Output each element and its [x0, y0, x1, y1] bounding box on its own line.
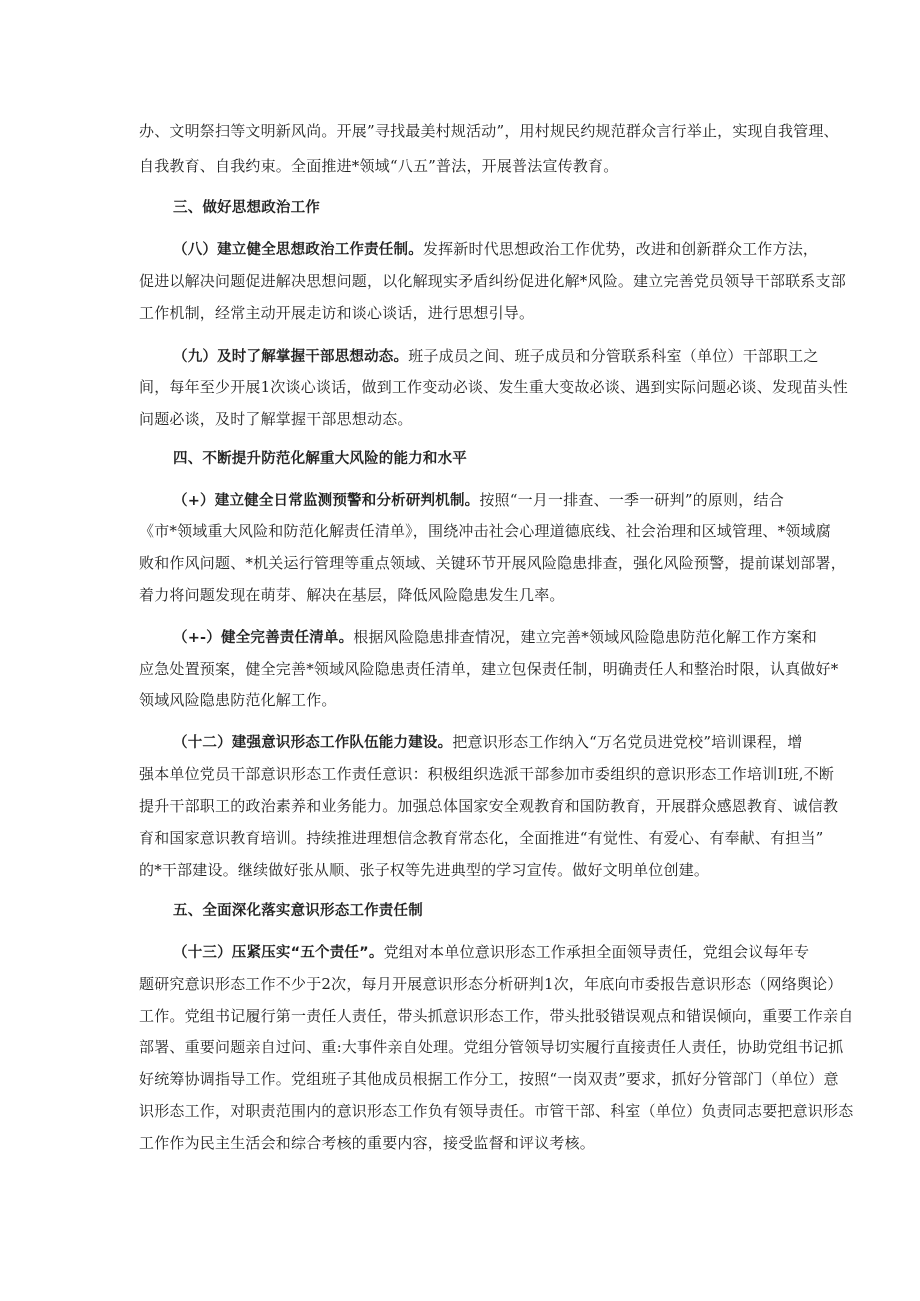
paragraph-line: 工作机制，经常主动开展走访和谈心谈话，进行思想引导。: [139, 304, 535, 322]
paragraph-line: （十三）压紧压实“五个责任”。党组对本单位意识形态工作承担全面领导责任，党组会议每年专: [173, 943, 810, 961]
item-title: （+-）健全完善责任清单。: [173, 630, 354, 646]
paragraph-line: 强本单位党员干部意识形态工作责任意识：积极组织选派干部参加市委组织的意识形态工作培训I班,不断: [139, 765, 835, 783]
paragraph-line: （九）及时了解掌握干部思想动态。班子成员之间、班子成员和分管联系科室（单位）干部职工之: [173, 347, 819, 365]
paragraph-line: 问题必谈，及时了解掌握干部思想动态。: [139, 410, 413, 428]
paragraph-line: 的*干部建设。继续做好张从顺、张子权等先进典型的学习宣传。做好文明单位创建。: [139, 861, 710, 879]
paragraph-line: （+）建立健全日常监测预警和分析研判机制。按照“一月一排查、一季一研判”的原则，结合: [173, 491, 784, 509]
section-heading-five: 五、全面深化落实意识形态工作责任制: [173, 903, 423, 919]
paragraph-line: 好统筹协调指导工作。党组班子其他成员根据工作分工，按照“一岗双责”要求，抓好分管部门（单位）意: [139, 1070, 839, 1088]
paragraph-line: 提升干部职工的政治素养和业务能力。加强总体国家安全观教育和国防教育，开展群众感恩教育、诚信教: [139, 797, 839, 815]
item-title: （十三）压紧压实“五个责任”。: [173, 945, 384, 961]
paragraph-line: 识形态工作，对职责范围内的意识形态工作负有领导责任。市管干部、科室（单位）负责同志要把意识形态: [139, 1102, 854, 1120]
item-title: （+）建立健全日常监测预警和分析研判机制。: [173, 493, 480, 509]
item-title: （十二）建强意识形态工作队伍能力建设。: [173, 735, 453, 751]
paragraph-line: 题研究意识形态工作不少于2次，每月开展意识形态分析研判1次，年底向市委报告意识形态（网络舆论）: [139, 975, 843, 993]
paragraph-line: （十二）建强意识形态工作队伍能力建设。把意识形态工作纳入“万名党员进党校”培训课程，增: [173, 733, 803, 751]
item-title: （九）及时了解掌握干部思想动态。: [173, 349, 409, 365]
paragraph-line: 育和国家意识教育培训。持续推进理想信念教育常态化，全面推进“有觉性、有爱心、有奉献、有担当”: [139, 829, 824, 847]
paragraph-line: 应急处置预案，健全完善*领域风险隐患责任清单，建立包保责任制，明确责任人和整治时限，认真做好*: [139, 660, 839, 678]
paragraph-line: 《市*领域重大风险和防范化解责任清单》，围绕冲击社会心理道德底线、社会治理和区域管理、*领域腐: [139, 522, 831, 540]
paragraph-line: 自我教育、自我约束。全面推进*领域“八五”普法，开展普法宣传教育。: [139, 157, 619, 175]
paragraph-line: 部署、重要问题亲自过问、重:大事件亲自处理。党组分管领导切实履行直接责任人责任，协助党组书记抓: [139, 1038, 844, 1056]
paragraph-line: 促进以解决问题促进解决思想问题，以化解现实矛盾纠纷促进化解*风险。建立完善党员领导干部联系支部: [139, 272, 846, 290]
item-title: （八）建立健全思想政治工作责任制。: [173, 242, 423, 258]
paragraph-line: 领域风险隐患防范化解工作。: [139, 691, 337, 709]
paragraph-line: 工作作为民主生活会和综合考核的重要内容，接受监督和评议考核。: [139, 1134, 596, 1152]
paragraph-line: 败和作风问题、*机关运行管理等重点领域、关键环节开展风险隐患排查，强化风险预警，提前谋划部署，: [139, 554, 846, 572]
paragraph-line: （八）建立健全思想政治工作责任制。发挥新时代思想政治工作优势，改进和创新群众工作方法，: [173, 240, 819, 258]
paragraph-line: （+-）健全完善责任清单。根据风险隐患排查情况，建立完善*领域风险隐患防范化解工作方案和: [173, 628, 817, 646]
paragraph-line: 工作。党组书记履行第一责任人责任，带头抓意识形态工作，带头批驳错误观点和错误倾向，重要工作亲自: [139, 1007, 854, 1025]
section-heading-three: 三、做好思想政治工作: [173, 200, 320, 216]
paragraph-line: 办、文明祭扫等文明新风尚。开展”寻找最美村规活动”，用村规民约规范群众言行举止，实现自我管理、: [139, 122, 839, 140]
section-heading-four: 四、不断提升防范化解重大风险的能力和水平: [173, 451, 467, 467]
paragraph-line: 着力将问题发现在萌芽、解决在基层，降低风险隐患发生几率。: [139, 586, 565, 604]
paragraph-line: 间，每年至少开展1次谈心谈话，做到工作变动必谈、发生重大变故必谈、遇到实际问题必谈、发现苗头性: [139, 378, 848, 396]
